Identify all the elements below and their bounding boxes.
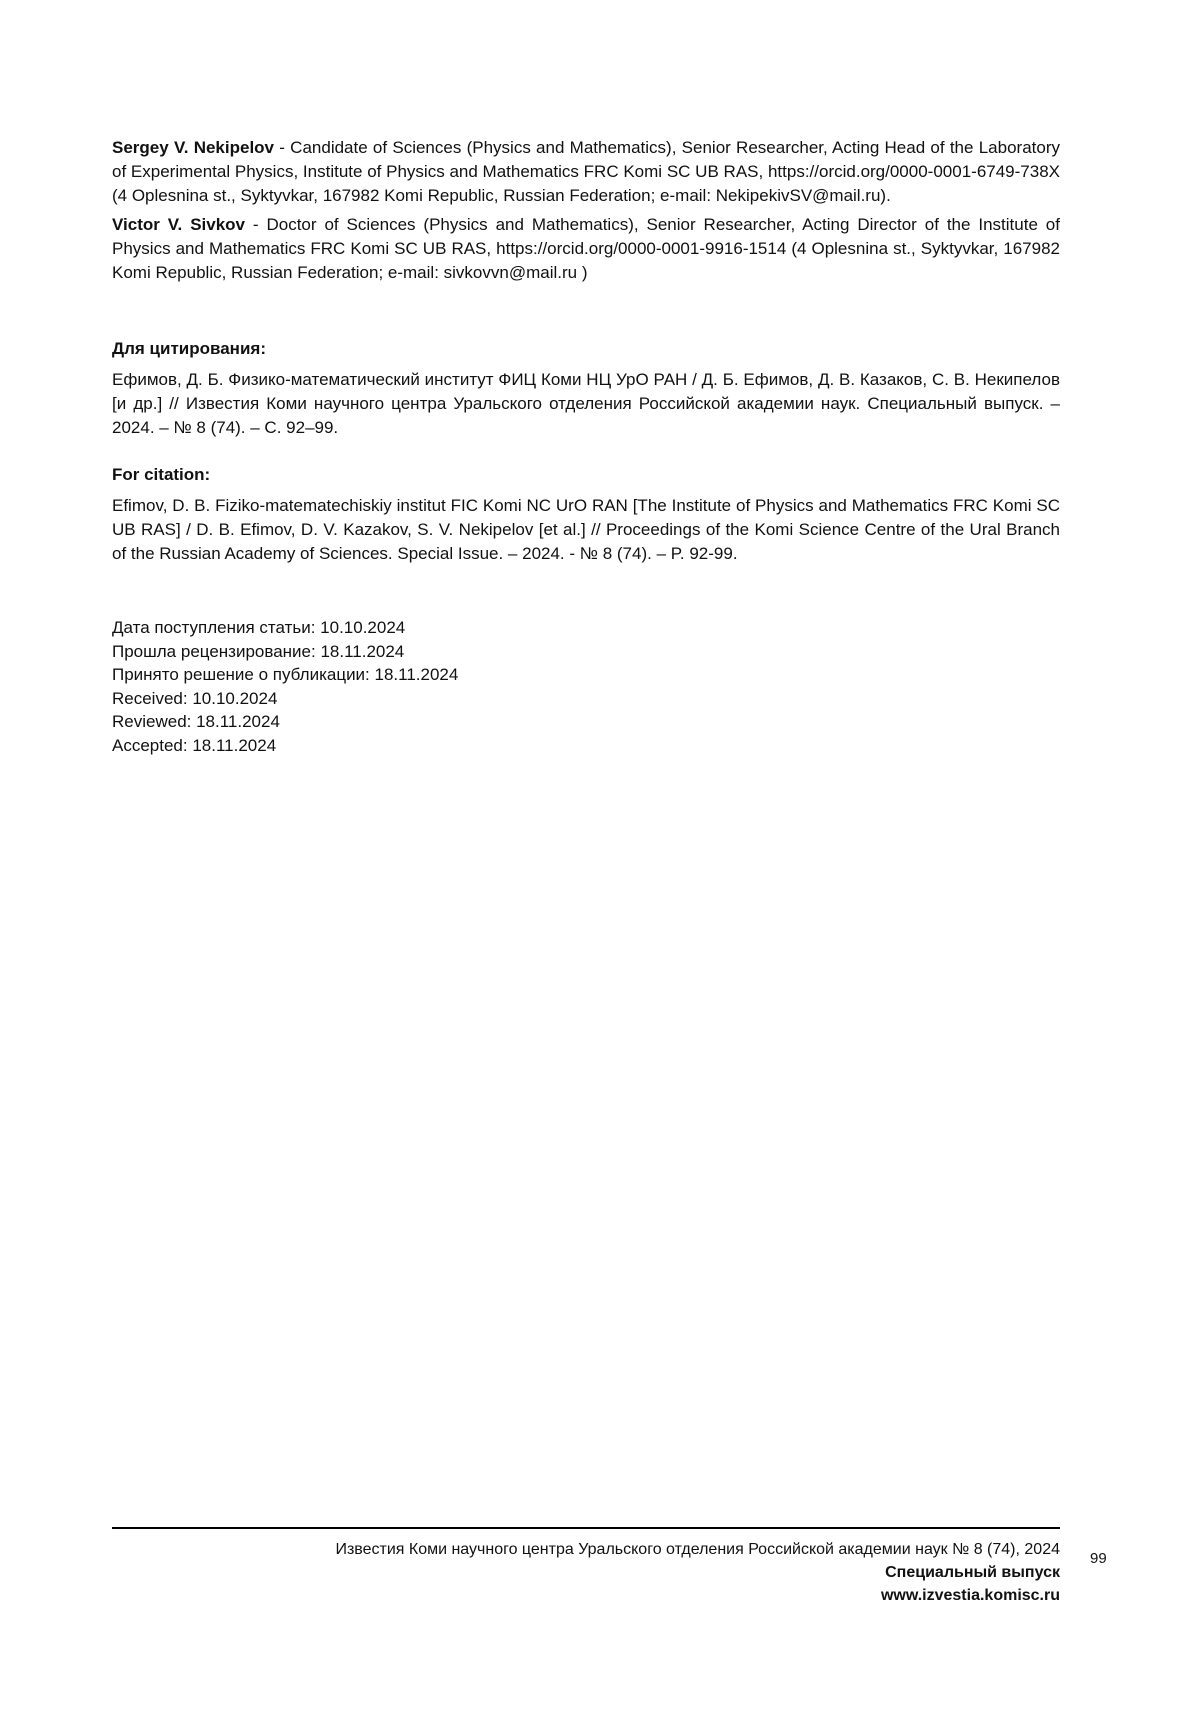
article-dates — [112, 616, 1060, 757]
page-footer — [335, 1538, 1060, 1607]
page-number: 99 — [1090, 1550, 1107, 1567]
date-reviewed-en: Reviewed: 18.11.2024 — [112, 712, 280, 731]
footer-divider — [112, 1527, 1060, 1529]
footer-journal-title: Известия Коми научного центра Уральского отделения Российской академии наук № 8 (74), 2024 — [335, 1541, 1060, 1558]
date-accepted-ru: Принято решение о публикации: 18.11.2024 — [112, 665, 459, 684]
author-name: Sergey V. Nekipelov — [112, 138, 275, 157]
author-details: - Doctor of Sciences (Physics and Mathematics), Senior Researcher, Acting Director of the Institute of Physics and Mathematics FRC Komi SC UB RAS, https://orcid.org/0000-0001-9916-1514 (4 Oplesnina st., Syktyvkar, 167982 Komi Republic, Russian Federation; e-mail: sivkovvn@mail.ru ) — [112, 215, 1060, 282]
citation-en-heading: For citation: — [112, 465, 211, 484]
author-name: Victor V. Sivkov — [112, 215, 245, 234]
date-accepted-en: Accepted: 18.11.2024 — [112, 735, 277, 755]
date-received-en: Received: 10.10.2024 — [112, 688, 278, 708]
footer-issue: Специальный выпуск — [885, 1564, 1060, 1581]
date-reviewed-ru: Прошла рецензирование: 18.11.2024 — [112, 641, 405, 661]
author-bio-nekipelov — [112, 136, 1060, 208]
footer-website: www.izvestia.komisc.ru — [880, 1587, 1060, 1604]
citation-ru-heading: Для цитирования: — [112, 339, 266, 358]
date-received-ru: Дата поступления статьи: 10.10.2024 — [112, 618, 406, 637]
author-bio-sivkov — [112, 213, 1060, 285]
citation-ru-text: Ефимов, Д. Б. Физико-математический институт ФИЦ Коми НЦ УрО РАН / Д. Б. Ефимов, Д. В. Казаков, С. В. Некипелов [и др.] // Известия Коми научного центра Уральского отделения Российской академии наук. Специальный выпуск. – 2024. – № 8 (74). – С. 92–99. — [112, 370, 1060, 437]
citation-en-text: Efimov, D. B. Fiziko-matematechiskiy institut FIC Komi NC UrO RAN [The Institute of Physics and Mathematics FRC Komi SC UB RAS] / D. B. Efimov, D. V. Kazakov, S. V. Nekipelov [et al.] // Proceedings of the Komi Science Centre of the Ural Branch of the Russian Academy of Sciences. Special Issue. – 2024. - № 8 (74). – P. 92-99. — [112, 496, 1060, 563]
author-details: - Candidate of Sciences (Physics and Mathematics), Senior Researcher, Acting Head of the Laboratory of Experimental Physics, Institute of Physics and Mathematics FRC Komi SC UB RAS, https://orcid.org/0000-0001-6749-738X (4 Oplesnina st., Syktyvkar, 167982 Komi Republic, Russian Federation; e-mail: NekipekivSV@mail.ru). — [112, 138, 1060, 205]
document-body — [112, 136, 1060, 757]
